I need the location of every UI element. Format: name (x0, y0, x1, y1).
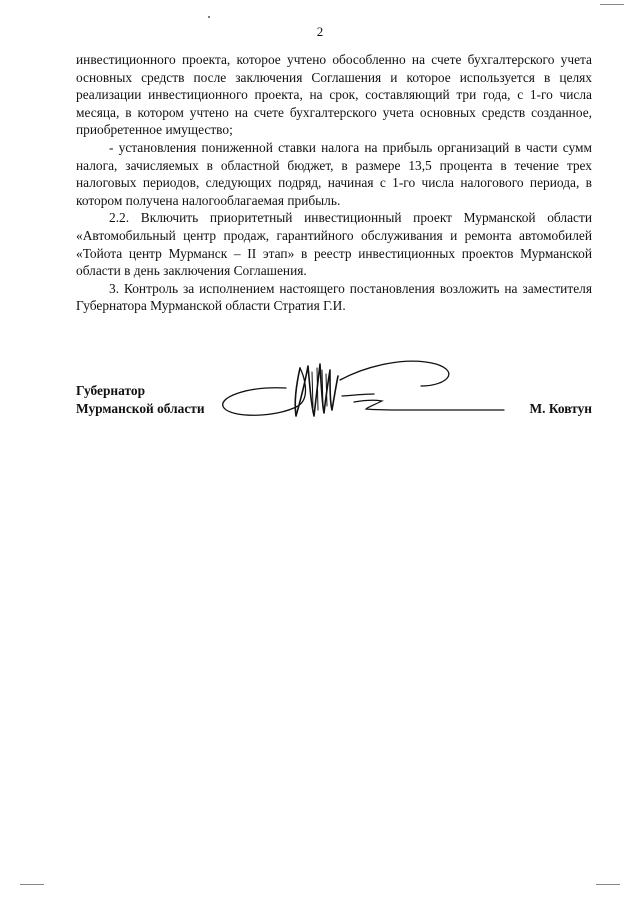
scan-speck (208, 16, 210, 18)
paragraph-property-tax-continuation: инвестиционного проекта, которое учтено обособленно на счете бухгалтерского учета основных средств после заключения Соглашения и которое используется в целях реализации инвестиционного проекта, на срок, составляющий три года, с 1-го числа месяца, в котором учтено на счете бухгалтерского учета основных средств созданное, приобретенное имущество; (76, 52, 592, 138)
paragraph-profit-tax-rate: - установления пониженной ставки налога на прибыль организаций в части сумм налога, зачисляемых в областной бюджет, в размере 13,5 процента в течение трех налоговых периодов, следующих подряд, начиная с 1-го числа налогового периода, в котором получена налогооблагаемая прибыль. (76, 139, 592, 208)
page-number: 2 (316, 24, 324, 39)
signer-name: М. Ковтун (529, 400, 592, 416)
document-body (76, 51, 592, 315)
paragraph-2-2-register-inclusion: 2.2. Включить приоритетный инвестиционный проект Мурманской области «Автомобильный центр продаж, гарантийного обслуживания и ремонта автомобилей «Тойота центр Мурманск – II этап» в реестр инвестиционных проектов Мурманской области в день заключения Соглашения. (76, 210, 592, 279)
signer-position-line1: Губернатор (76, 383, 146, 398)
handwritten-signature (216, 358, 516, 438)
corner-mark-bottom-left (20, 884, 44, 885)
signature-block (76, 380, 592, 440)
paragraph-3-control: 3. Контроль за исполнением настоящего постановления возложить на заместителя Губернатора Мурманской области Стратия Г.И. (76, 280, 592, 314)
signer-position (76, 382, 205, 417)
corner-mark-bottom-right (596, 884, 620, 885)
corner-mark-top-right (600, 4, 624, 5)
signer-position-line2: Мурманской области (76, 400, 205, 416)
